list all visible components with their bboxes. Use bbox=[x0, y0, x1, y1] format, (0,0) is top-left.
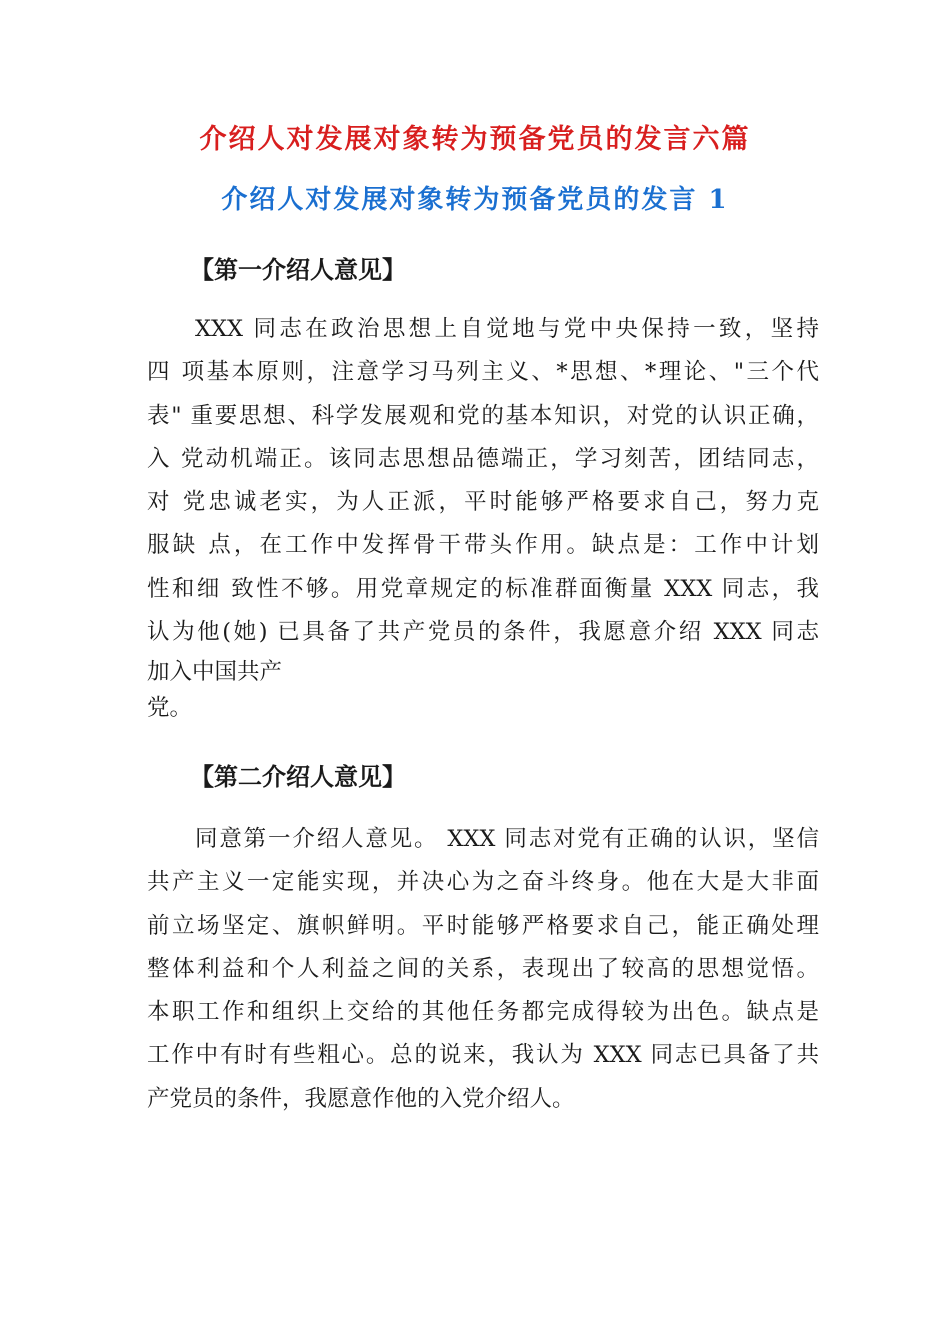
paragraph-line: 本职工作和组织上交给的其他任务都完成得较为出色。缺点是 bbox=[147, 999, 819, 1026]
paragraph-line: 同意第一介绍人意见。 XXX 同志对党有正确的认识，坚信 bbox=[195, 826, 819, 852]
paragraph-line: 共产主义一定能实现，并决心为之奋斗终身。他在大是大非面 bbox=[147, 869, 819, 896]
paragraph-first-sponsor bbox=[147, 308, 819, 731]
paragraph-line: 工作中有时有些粗心。总的说来，我认为 XXX 同志已具备了共 bbox=[147, 1042, 819, 1069]
paragraph-line: 党。 bbox=[147, 695, 193, 722]
paragraph-line: 对 党忠诚老实，为人正派，平时能够严格要求自己，努力克 bbox=[147, 489, 819, 516]
paragraph-second-sponsor bbox=[147, 818, 819, 1121]
document-subtitle: 介绍人对发展对象转为预备党员的发言 1 bbox=[221, 185, 729, 215]
paragraph-line: 四 项基本原则，注意学习马列主义、*思想、*理论、"三个代 bbox=[147, 359, 819, 386]
paragraph-line: 性和细 致性不够。用党章规定的标准群面衡量 XXX 同志，我 bbox=[147, 575, 819, 602]
paragraph-line: 认为他(她) 已具备了共产党员的条件，我愿意介绍 XXX 同志 bbox=[147, 619, 819, 646]
section-heading-second-sponsor: 【第二介绍人意见】 bbox=[190, 763, 406, 791]
paragraph-line: 产党员的条件，我愿意作他的入党介绍人。 bbox=[147, 1085, 575, 1112]
paragraph-line: 加入中国共产 bbox=[147, 659, 283, 686]
document-title: 介绍人对发展对象转为预备党员的发言六篇 bbox=[199, 124, 751, 155]
section-heading-first-sponsor: 【第一介绍人意见】 bbox=[190, 256, 406, 284]
paragraph-line: 前立场坚定、旗帜鲜明。平时能够严格要求自己，能正确处理 bbox=[147, 912, 819, 939]
paragraph-line: 入 党动机端正。该同志思想品德端正，学习刻苦，团结同志， bbox=[147, 445, 819, 472]
paragraph-line: 表" 重要思想、科学发展观和党的基本知识，对党的认识正确， bbox=[147, 402, 819, 429]
paragraph-line: 服缺 点，在工作中发挥骨干带头作用。缺点是：工作中计划 bbox=[147, 532, 819, 559]
paragraph-line: 整体利益和个人利益之间的关系，表现出了较高的思想觉悟。 bbox=[147, 955, 819, 982]
paragraph-line: XXX 同志在政治思想上自觉地与党中央保持一致，坚持 bbox=[195, 316, 819, 342]
